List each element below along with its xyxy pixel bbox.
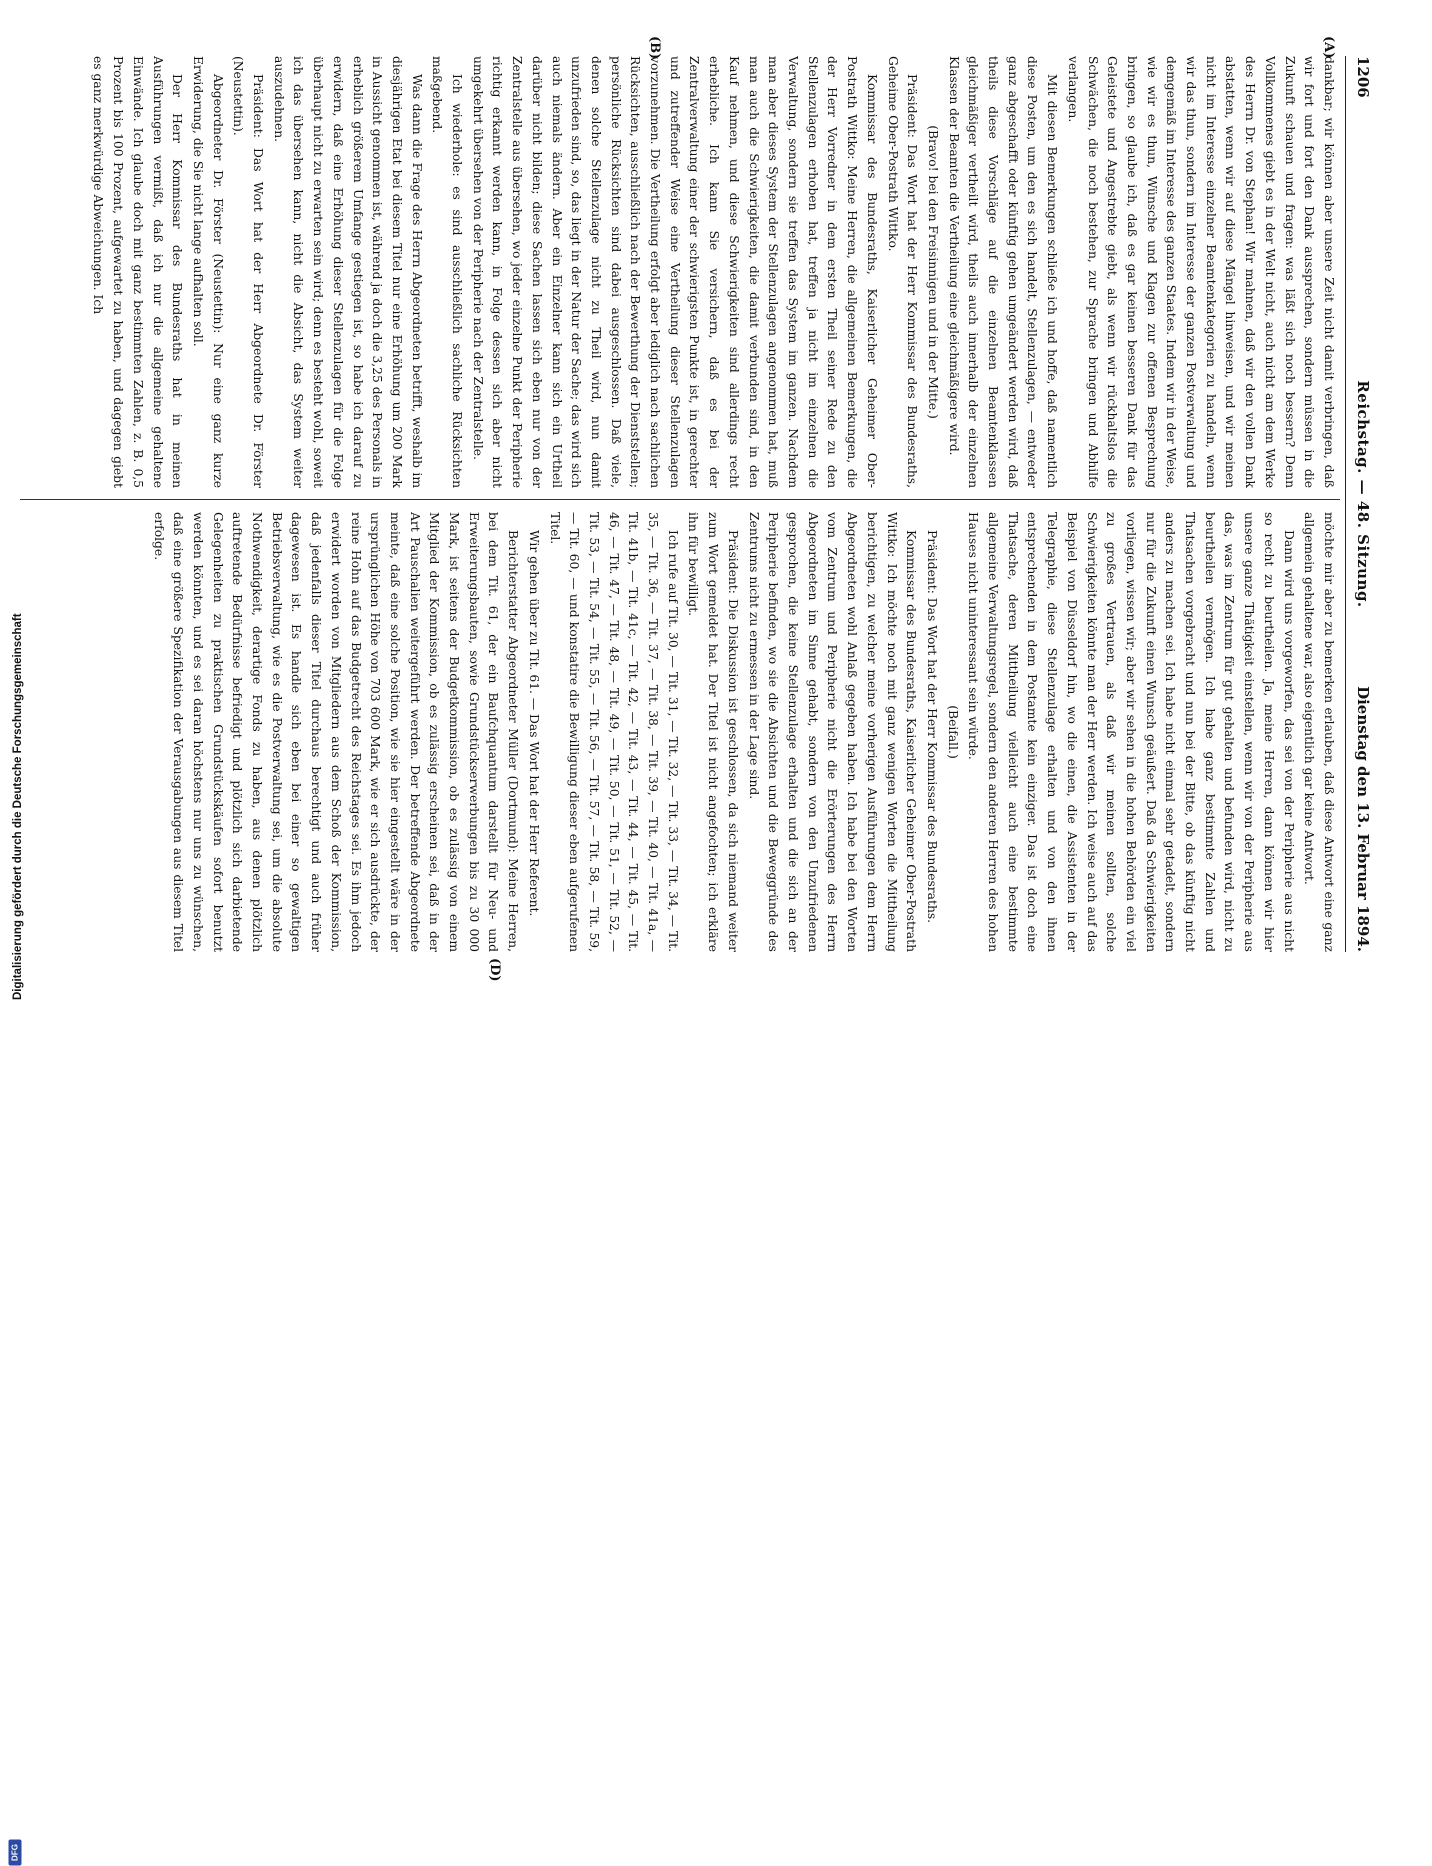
speaker-paragraph: Kommissar des Bundesraths, Kaiserlicher Geheimer Ober-Postrath Wittko: Ich möchte noch mit ganz wenigen Worten die Mittheilung berichtigen, zu welcher meine vorherigen Ausführungen dem Herrn Abgeordneten wohl Anlaß gegeben haben. Ich habe bei den Worten vom Zentrum und Peripherie nicht die Erörterungen des Herrn Abgeordneten im Sinne gehabt, sondern von den Unzufriedenen gesprochen, die keine Stellenzulage erhalten und die sich an der Peripherie befinden, wo sie die Absichten und die Beweggründe des Zentrums nicht zu ermessen in der Lage sind.: [746, 512, 919, 952]
paragraph: Ich wiederhole: es sind ausschließlich sachliche Rücksichten maßgebend.: [430, 56, 465, 488]
page-number: 1206: [1354, 56, 1372, 98]
running-head: Reichstag. — 48. Sitzung.: [1354, 380, 1372, 608]
speaker-paragraph: Präsident: Das Wort hat der Herr Abgeordnete Dr. Förster (Neustettin).: [231, 56, 266, 488]
speaker-paragraph: Kommissar des Bundesraths, Kaiserlicher Geheimer Ober-Postrath Wittko: Meine Herren, die allgemeinen Bemerkungen, die der Herr Vorredner in dem ersten Theil seiner Rede zu den Stellenzulagen erhoben hat, treffen ja nicht im einzelnen die Verwaltung, sondern sie treffen das System im ganzen. Nachdem man aber dieses System der Stellenzulagen angenommen hat, muß man auch die Schwierigkeiten, die damit verbunden sind, in den Kauf nehmen, und diese Schwierigkeiten sind allerdings recht erhebliche. Ich kann Sie versichern, daß es bei der Zentralverwaltung einer der schwierigsten Punkte ist, in gerechter und zutreffender Weise eine Vertheilung dieser Stellenzulagen vorzunehmen. Die Vertheilung erfolgt aber lediglich nach sachlichen Rücksichten, ausschließlich nach der Bewerthung der Dienststellen; persönliche Rücksichten sind dabei ausgeschlossen. Daß viele, denen solche Stellenzulage nicht zu Theil wird, nun damit unzufrieden sind, so, das liegt in der Natur der Sache; das wird sich auch niemals ändern. Aber ein Einzelner kann sich ein Urtheil darüber nicht bilden; diese Sachen lassen sich eben nur von der Zentralstelle aus übersehen, wo jeder einzelne Punkt der Peripherie richtig erkannt werden kann, in Folge dessen sich aber nicht umgekehrt übersehen von der Peripherie nach der Zentralstelle.: [470, 56, 879, 488]
paragraph: Dann wird uns vorgeworfen, das sei von der Peripherie aus nicht so recht zu beurtheilen. Ja, meine Herren, dann können wir hier unsere ganze Thätigkeit einstellen, wenn wir von der Peripherie aus das, was im Zentrum für gut gehalten und befunden wird, nicht zu beurtheilen vermögen. Ich habe ganz bestimmte Zahlen und Thatsachen vorgebracht und nun bei der Bitte, ob das künftig nicht anders zu machen sei. Ich habe nicht einmal sehr getadelt, sondern nur für die Zukunft einen Wunsch geäußert. Daß da Schwierigkeiten vorliegen, wissen wir; aber wir sehen in die hohen Behörden ein viel zu großes Vertrauen, als daß wir meinen sollten, solche Schwierigkeiten könnte man der Herr werden. Ich weise auch auf das Beispiel von Düsseldorf hin, wo die einen, die Assistenten in der Telegraphie, diese Stellenzulage erhalten und von den ihnen entsprechenden in dem Postamte kein einziger. Das ist doch eine Thatsache, deren Mittheilung vielleicht auch eine bestimmte allgemeine Verwaltungsregel, sondern den anderen Herren des hohen Hauses nicht uninteressant sein würde.: [966, 512, 1296, 952]
paragraph: Ich rufe auf Tit. 30, — Tit. 31, — Tit. 32, — Tit. 33, — Tit. 34, — Tit. 35, — Tit. 36, — Tit. 37, — Tit. 38, — Tit. 39, — Tit. 40, — Tit. 41a, — Tit. 41b, — Tit. 41c, — Tit. 42, — Tit. 43, — Tit. 44, — Tit. 45, — Tit. 46, — Tit. 47, — Tit. 48, — Tit. 49, — Tit. 50, — Tit. 51, — Tit. 52, — Tit. 53, — Tit. 54, — Tit. 55, — Tit. 56, — Tit. 57, — Tit. 58, — Tit. 59, — Tit. 60, — und konstatire die Bewilligung dieser eben aufgerufenen Titel.: [547, 512, 680, 952]
speaker-paragraph: Präsident: Das Wort hat der Herr Kommissar des Bundesraths, Geheime Ober-Postrath Wittko.: [885, 56, 920, 488]
paragraph: Wir gehen über zu Tit. 61. — Das Wort hat der Herr Referent.: [526, 530, 541, 917]
page-header: [1345, 56, 1380, 952]
paragraph: möchte mir aber zu bemerken erlauben, daß diese Antwort eine ganz allgemein gehaltene war, also eigentlich gar keine Antwort.: [1302, 512, 1336, 952]
margin-marker-a: (A): [1321, 36, 1336, 59]
dfg-logo-icon: DFG: [9, 1840, 22, 1866]
paragraph: dankbar; wir können aber unsere Zeit nicht damit verbringen, daß wir fort und fort den Dank aussprechen, sondern müssen in die Zukunft schauen und fragen: was läßt sich noch bessern? Denn Vollkommenes giebt es in der Welt nicht, auch nicht am dem Werke des Herrn Dr. von Stephan! Wir mahnen, daß wir den vollen Dank abstatten, wenn wir auf diese Mängel hinweisen, und wir meinen nicht im Interesse einzelner Beamtenkategorien zu handeln, wenn wir das thun, sondern im Interesse der ganzen Postverwaltung und demgemäß im Interesse des ganzen Staates. Indem wir in der Weise, wie wir es thun, Wünsche und Klagen zur offenen Besprechung bringen, so glaube ich, daß es gar keinen besseren Dank für das Geleistete und Angestrebte giebt, als wenn wir rückhaltslos die Schwächen, die noch bestehen, zur Sprache bringen und Abhilfe verlangen.: [1065, 56, 1336, 488]
digitization-credit: Digitalisierung gefördert durch die Deutsche Forschungsgemeinschaft: [12, 613, 24, 1000]
column-divider: [20, 499, 1340, 500]
applause-note: (Bravo! bei den Freisinnigen und in der Mitte.): [925, 125, 940, 419]
left-column: [23, 56, 1338, 488]
speaker-paragraph: Präsident: Das Wort hat der Herr Kommissar des Bundesraths.: [924, 530, 939, 924]
margin-marker-d: (D): [487, 958, 502, 982]
paragraph: Der Herr Kommissar des Bundesraths hat in meinen Ausführungen vermißt, daß ich nur die allgemeine gehaltene Einwände. Ich glaube doch mit ganz bestimmten Zahlen, z. B. 0,5 Prozent bis 100 Prozent, aufgewartet zu haben, und dagegen giebt es ganz merkwürdige Abweichungen. Ich: [91, 56, 185, 488]
paragraph: Mit diesen Bemerkungen schließe ich und hoffe, daß namentlich diese Posten, um den es sich handelt, Stellenzulagen, — entweder ganz abgeschafft oder künftig gehen umgeändert werden wird, daß theils diese Vorschläge auf die einzelnen Beamtenklassen gleichmäßiger vertheilt wird, theils auch innerhalb der einzelnen Klassen der Beamten die Vertheilung eine gleichmäßigere wird.: [946, 56, 1060, 488]
right-column: [23, 512, 1338, 952]
speaker-paragraph: Berichterstatter Abgeordneter Müller (Dortmund): Meine Herren, bei dem Tit. 61, der ein Baufchquantum darstellt für Neu- und Erweiterungsbauten, sowie Grundstückserwerbungen bis zu 30 000 Mark, ist seitens der Budgetkommission, ob es zulässig von einem Mitglied der Kommission, ob es zulässig erscheinen sei, daß in der Art Pauschalien weitergeführt werden. Der betreffende Abgeordnete meinte, daß eine solche Position, wie sie hier eingestellt wäre in der ursprünglichen Höhe von 703 600 Mark, wie er sich ausdrückte, der reine Hohn auf das Budgetrecht des Reichstages sei. Es ihm jedoch erwidert worden von Mitgliedern aus dem Schoß der Kommission, daß jedenfalls dieser Titel durchaus berechtigt und auch früher dagewesen ist. Es handle sich eben bei einer so gewaltigen Betriebsverwaltung, wie es die Postverwaltung sei, um die absolute Nothwendigkeit, derartige Fonds zu haben, aus denen plötzlich auftretende Bedürfnisse befriedigt und plötzlich sich darbietende Gelegenheiten zu praktischen Grundstückskäufen sofort benutzt werden könnten, und es sei daran höchstens nur uns zu wünschen, daß eine größere Spezifikation der Verausgabungen aus diesem Titel erfolge.: [151, 512, 521, 952]
date-head: Dienstag den 13. Februar 1894.: [1354, 686, 1372, 952]
margin-marker-b: (B): [647, 36, 662, 60]
paragraph: Was dann die Frage des Herrn Abgeordneten betrifft, weshalb im diesjährigen Etat bei diesem Titel nur eine Erhöhung um 200 Mark in Aussicht genommen ist, während ja doch die 3,25 des Personals in erheblich größerem Umfange gestiegen ist, so habe ich darauf zu erwidern, daß eine Erhöhung dieser Stellenzulagen für die Folge überhaupt nicht zu erwarten sein wird; denn es besteht wohl, soweit ich das übersehen kann, nicht die Absicht, das System weiter auszudehnen.: [271, 56, 424, 488]
applause-note: (Beifall.): [945, 705, 960, 759]
speaker-paragraph: Abgeordneter Dr. Förster (Neustettin): Nur eine ganz kurze Erwiderung, die Sie nicht lange aufhalten soll.: [190, 56, 225, 488]
speaker-paragraph: Präsident: Die Diskussion ist geschlossen, da sich niemand weiter zum Wort gemeldet hat. Der Titel ist nicht angefochten; ich erkläre ihn für bewilligt.: [686, 512, 740, 952]
